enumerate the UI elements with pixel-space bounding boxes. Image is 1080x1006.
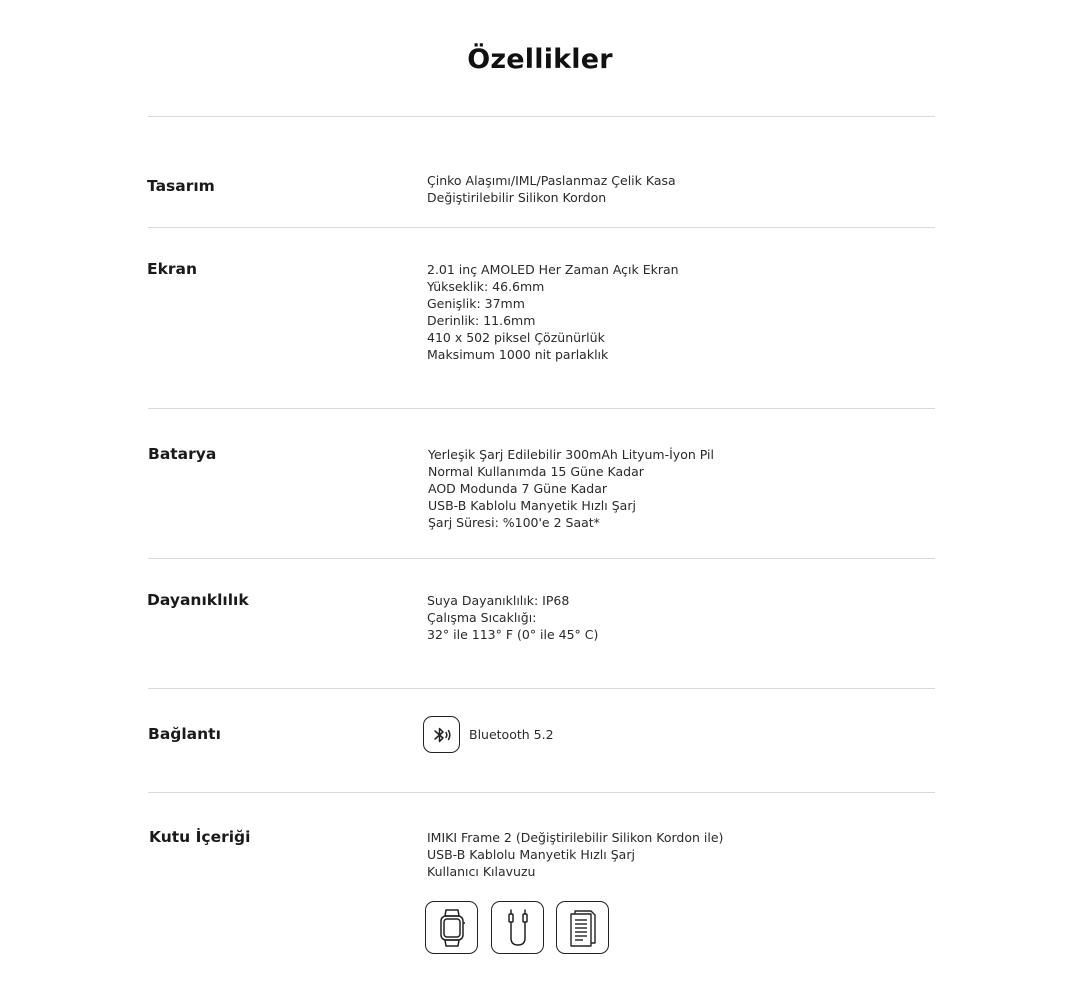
spec-line: Değiştirilebilir Silikon Kordon: [427, 190, 607, 205]
spec-line: 410 x 502 piksel Çözünürlük: [427, 330, 605, 345]
spec-line: Normal Kullanımda 15 Güne Kadar: [428, 464, 644, 479]
section-value-tasarim: [427, 172, 676, 206]
spec-line: Çinko Alaşımı/IML/Paslanmaz Çelik Kasa: [427, 173, 676, 188]
page-title: Özellikler: [467, 44, 613, 75]
watch-icon: [425, 901, 478, 954]
bluetooth-icon: [423, 716, 460, 753]
spec-line: Derinlik: 11.6mm: [427, 313, 536, 328]
section-label-batarya: Batarya: [148, 445, 217, 463]
spec-line: Kullanıcı Kılavuzu: [427, 864, 536, 879]
spec-line: USB-B Kablolu Manyetik Hızlı Şarj: [427, 847, 635, 862]
spec-line: Maksimum 1000 nit parlaklık: [427, 347, 609, 362]
spec-line: 32° ile 113° F (0° ile 45° C): [427, 627, 599, 642]
divider: [148, 792, 935, 793]
section-value-ekran: [427, 261, 679, 363]
spec-line: Çalışma Sıcaklığı:: [427, 610, 537, 625]
divider: [148, 558, 935, 559]
spec-line: Şarj Süresi: %100'e 2 Saat*: [428, 515, 600, 530]
spec-line: 2.01 inç AMOLED Her Zaman Açık Ekran: [427, 262, 679, 277]
divider: [148, 116, 935, 117]
spec-line: AOD Modunda 7 Güne Kadar: [428, 481, 608, 496]
section-label-tasarim: Tasarım: [147, 177, 215, 195]
spec-line: Yükseklik: 46.6mm: [427, 279, 545, 294]
section-label-dayaniklilik: Dayanıklılık: [147, 591, 249, 609]
section-label-kutu-icerigi: Kutu İçeriği: [149, 828, 251, 846]
section-label-baglanti: Bağlantı: [148, 725, 221, 743]
divider: [148, 408, 935, 409]
spec-line: Yerleşik Şarj Edilebilir 300mAh Lityum-İyon Pil: [428, 447, 714, 462]
spec-line: Genişlik: 37mm: [427, 296, 525, 311]
charging-cable-icon: [491, 901, 544, 954]
section-label-ekran: Ekran: [147, 260, 198, 278]
spec-line: Suya Dayanıklılık: IP68: [427, 593, 570, 608]
section-value-dayaniklilik: [427, 592, 598, 643]
divider: [148, 688, 935, 689]
user-manual-icon: [556, 901, 609, 954]
section-value-batarya: [428, 446, 714, 531]
spec-line: IMIKI Frame 2 (Değiştirilebilir Silikon Kordon ile): [427, 830, 724, 845]
spec-line: USB-B Kablolu Manyetik Hızlı Şarj: [428, 498, 636, 513]
bluetooth-version: Bluetooth 5.2: [469, 727, 554, 742]
section-value-kutu-icerigi: [427, 829, 723, 880]
divider: [148, 227, 935, 228]
